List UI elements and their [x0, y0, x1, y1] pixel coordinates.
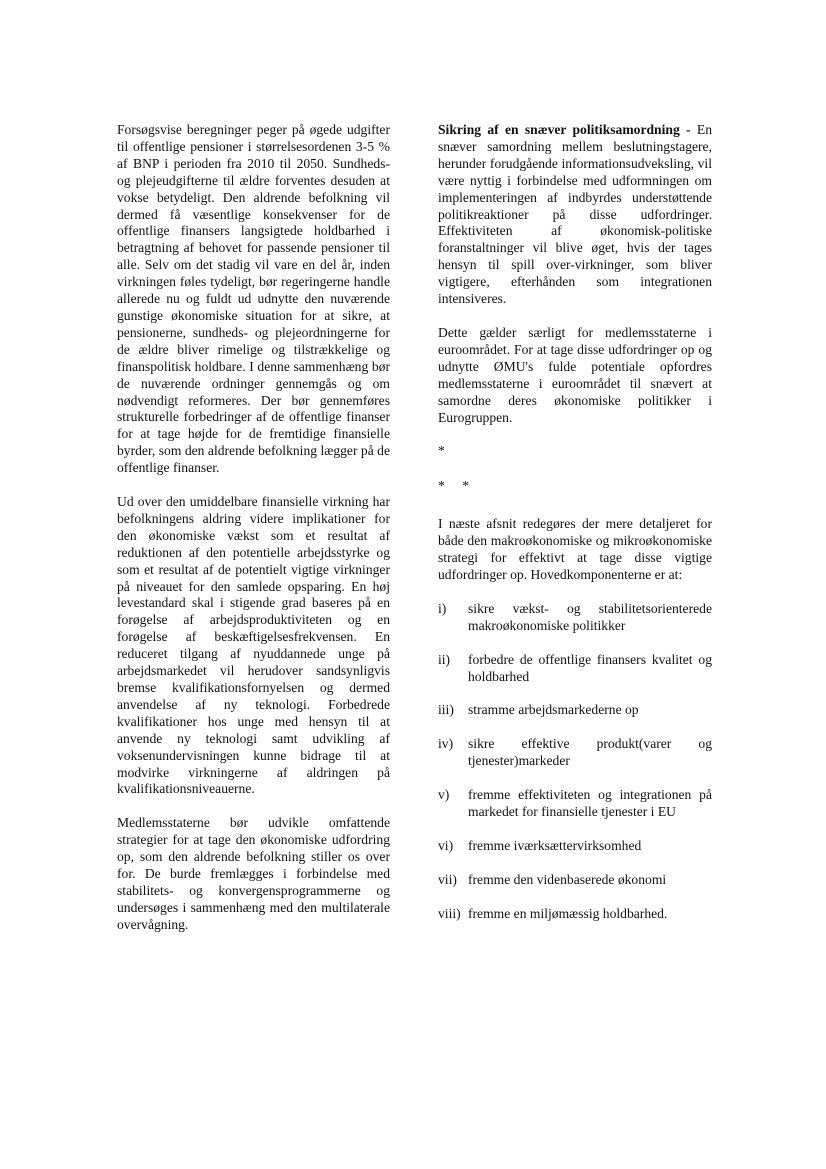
list-item [438, 787, 712, 821]
left-column [117, 122, 390, 951]
list-item [438, 838, 712, 855]
list-item-text: fremme effektiviteten og integrationen på markedet for finansielle tjenester i EU [468, 787, 712, 820]
list-item [438, 872, 712, 889]
paragraph-euro-area: Dette gælder særligt for medlemsstaterne i euroområdet. For at tage disse udfordringer op og udnytte ØMU's fulde potentiale opfordres medlemsstaterne i euroområdet til snævert at samordne deres økonomiske politikker i Eurogruppen. [438, 324, 712, 425]
list-item [438, 652, 712, 686]
list-item-number: v) [438, 787, 450, 803]
list-item-text: fremme en miljømæssig holdbarhed. [468, 905, 668, 921]
list-item [438, 736, 712, 770]
list-item-number: iv) [438, 736, 454, 752]
paragraph-member-states: Medlemsstaterne bør udvikle omfattende strategier for at tage den økonomiske udfordring op, som den aldrende befolkning stiller os over for. De burde fremlægges i forbindelse med stabilitets- og konvergensprogrammerne og undersøges i sammenhæng med den multilaterale overvågning. [117, 815, 390, 932]
list-item [438, 906, 712, 923]
list-item [438, 702, 712, 719]
separator-single-star: * [438, 443, 445, 459]
section-heading: Sikring af en snæver politiksamordning - [438, 122, 691, 137]
heading-continuation: En snæver samordning mellem beslutningstagere, herunder forudgående informationsudveksling, vil være nyttig i forbindelse med udformningen om implementeringen af indbyrdes understøttende politikreaktioner på disse udfordringer. Effektiviteten af økonomisk-politiske foranstaltninger vil blive øget, hvis der tages hensyn til spill over-virkninger, som bliver vigtigere, efterhånden som integrationen intensiveres. [438, 122, 712, 307]
list-item-number: viii) [438, 905, 461, 921]
components-list [438, 601, 712, 923]
list-item-text: sikre vækst- og stabilitetsorienterede makroøkonomiske politikker [468, 600, 712, 633]
list-item-text: fremme iværksættervirksomhed [468, 838, 642, 853]
paragraph-policy-coordination [438, 122, 712, 308]
list-item [438, 601, 712, 635]
paragraph-intro: I næste afsnit redegøres der mere detaljeret for både den makroøkonomiske og mikroøkonomiske strategi for effektivt at tage disse vigtige udfordringer op. Hovedkomponenterne er at: [438, 516, 712, 582]
list-item-text: fremme den videnbaserede økonomi [468, 871, 667, 887]
list-item-number: ii) [438, 651, 451, 667]
list-item-number: i) [438, 600, 447, 616]
list-item-text: forbedre de offentlige finansers kvalitet og holdbarhed [468, 651, 712, 684]
list-item-number: iii) [438, 702, 454, 718]
list-item-number: vii) [438, 871, 457, 887]
separator-double-star: * * [438, 478, 469, 494]
list-item-text: stramme arbejdsmarkederne op [468, 702, 639, 718]
list-item-text: sikre effektive produkt(varer og tjenester)markeder [468, 736, 712, 769]
paragraph-pensions: Forsøgsvise beregninger peger på øgede udgifter til offentlige pensioner i størrelsesordenen 3-5 % af BNP i perioden fra 2010 til 2050. Sundheds- og plejeudgifterne til ældre forventes desuden at vokse betydeligt. Den aldrende befolkning vil dermed få væsentlige konsekvenser for de offentlige finansers langsigtede holdbarhed i betragtning af behovet for passende pensioner til alle. Selv om det stadig vil vare en del år, inden virkningen føles tydeligt, bør regeringerne handle allerede nu og fuldt ud udnytte den nuværende gunstige økonomiske situation for at sikre, at pensionerne, sundheds- og plejeordningerne for de ældre bliver rimelige og tilstrækkelige og finanspolitisk holdbare. I denne sammenhæng bør de nuværende ordninger gennemgås og om nødvendigt reformeres. Der bør gennemføres strukturelle forbedringer af de offentlige finanser for at tage højde for de fremtidige finansielle byrder, som den aldrende befolkning lægger på de offentlige finanser. [117, 122, 390, 476]
paragraph-ageing-growth: Ud over den umiddelbare finansielle virkning har befolkningens aldring videre implikationer for den økonomiske vækst som et resultat af reduktionen af den potentielle arbejdsstyrke og som et resultat af de potentielt vigtige virkninger på niveauet for den samlede opsparing. En høj levestandard skal i stigende grad baseres på en forøgelse af arbejdsproduktiviteten og en forøgelse af beskæftigelsesfrekvensen. En reduceret tilgang af nyuddannede unge på arbejdsmarkedet vil herudover sandsynligvis bremse kvalifikationsfornyelsen og dermed anvendelse af ny teknologi. Forbedrede kvalifikationer hos unge med hensyn til at anvende ny teknologi samt udvikling af voksenundervisningen kunne bidrage til at modvirke virkningerne af aldringen på kvalifikationsniveauerne. [117, 494, 390, 797]
list-item-number: vi) [438, 838, 454, 853]
right-column [438, 122, 712, 940]
